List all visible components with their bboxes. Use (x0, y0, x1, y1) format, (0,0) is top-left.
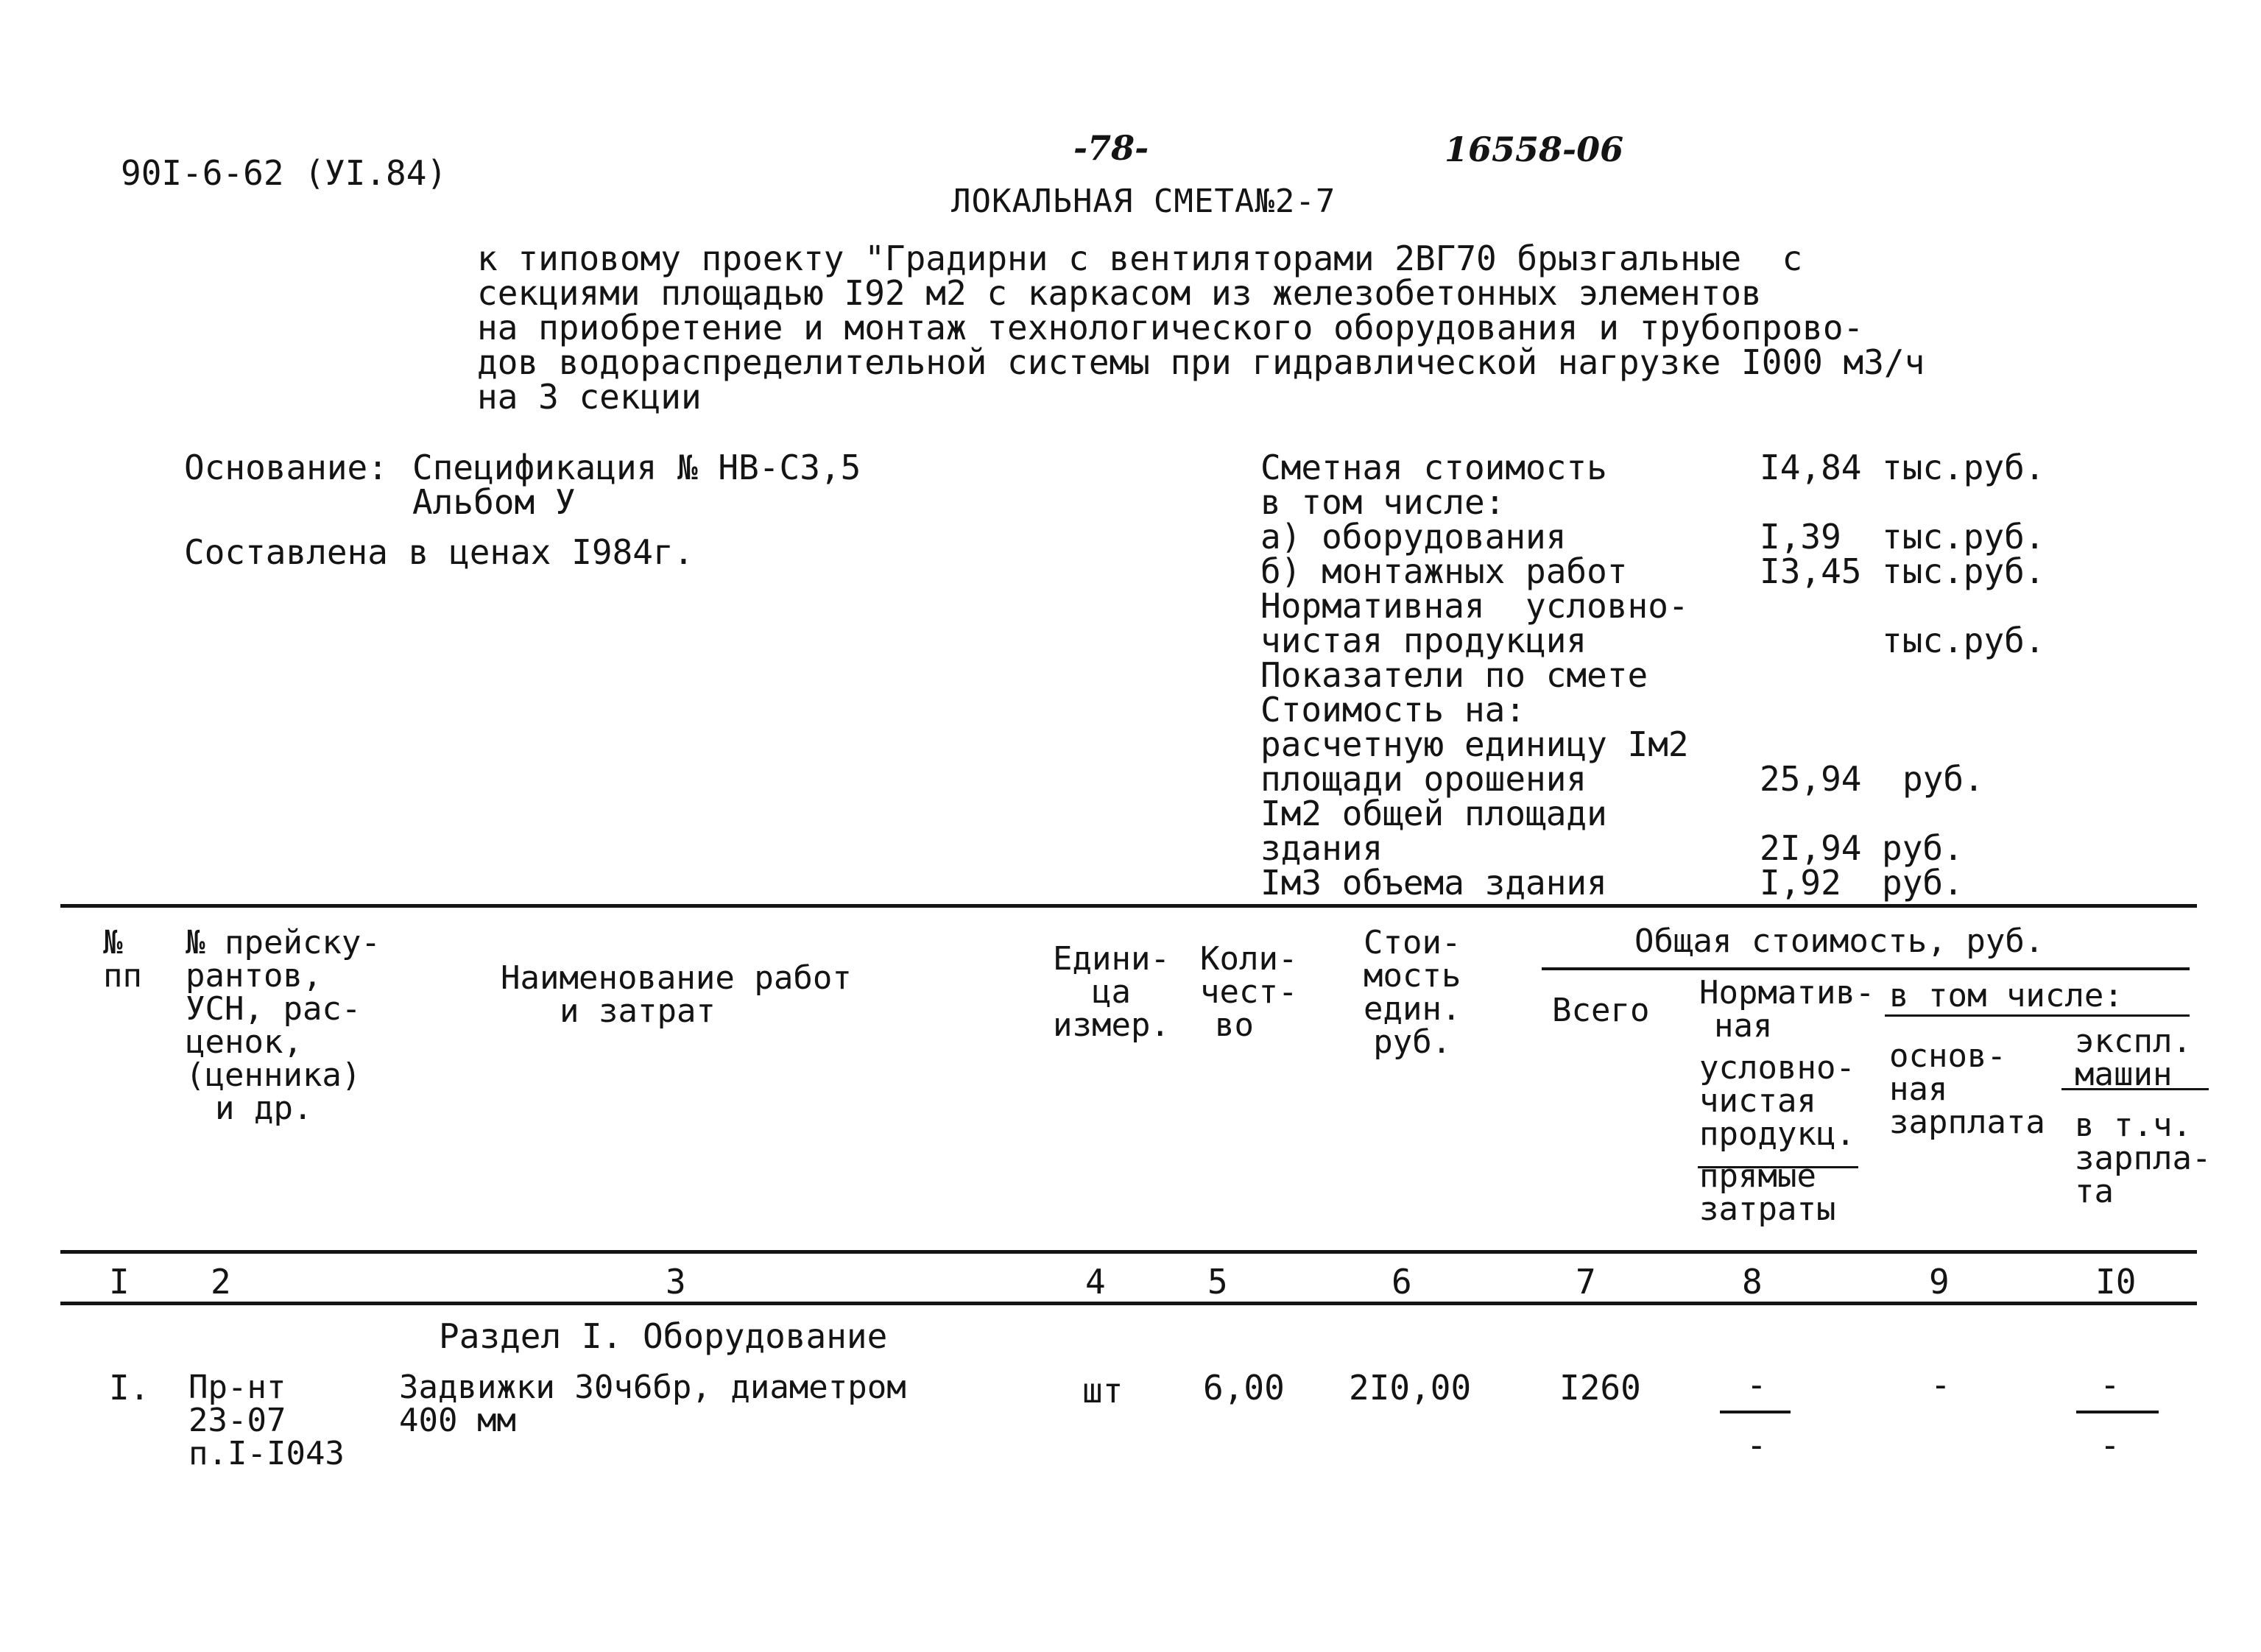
header-col-base-salary (1889, 1039, 2045, 1139)
irrigation-area-cost-value: 25,94 (1760, 759, 1862, 799)
equipment-cost-value: I,39 (1760, 517, 1841, 557)
header-text: продукц. (1699, 1115, 1855, 1153)
header-text: (ценника) (186, 1056, 361, 1094)
row-net-product: - (1746, 1365, 1767, 1405)
installation-cost-unit: тыс.руб. (1882, 551, 2045, 591)
header-text: и др. (215, 1090, 313, 1127)
header-bottom-rule (60, 1250, 2197, 1254)
row-quantity: 6,00 (1203, 1368, 1285, 1408)
column-number: 6 (1391, 1262, 1412, 1302)
header-col-unit (1053, 942, 1170, 1042)
summary-label: площади орошения (1260, 759, 1587, 799)
column-number: 2 (211, 1262, 231, 1302)
name-line: Задвижки 30ч6бр, диаметром (399, 1369, 906, 1406)
header-col-total: Всего (1552, 992, 1650, 1029)
header-text: и затрат (560, 992, 716, 1030)
header-text: затраты (1699, 1190, 1836, 1228)
header-text: Наименование работ (501, 959, 852, 997)
page-title: ЛОКАЛЬНАЯ СМЕТА№2-7 (951, 183, 1336, 220)
summary-label: б) монтажных работ (1260, 551, 1628, 591)
header-col-quantity (1200, 942, 1297, 1042)
header-col-machines (2075, 1025, 2192, 1091)
intro-line: дов водораспределительной системы при гидравлической нагрузке I000 м3/ч (477, 342, 1925, 382)
row-reference (188, 1371, 345, 1470)
total-cost-value: I4,84 (1760, 448, 1862, 487)
reference-line: 23-07 (188, 1402, 286, 1439)
header-text: экспл. (2075, 1023, 2192, 1060)
header-text: ца (1091, 973, 1131, 1011)
header-col-machines-salary (2075, 1106, 2212, 1210)
intro-line: секциями площадью I92 м2 с каркасом из железобетонных элементов (477, 273, 1762, 313)
header-col-name (501, 961, 852, 1028)
cost-summary-labels (1260, 448, 1689, 903)
column-number: 9 (1929, 1262, 1950, 1302)
section-title: Раздел I. Оборудование (439, 1316, 888, 1356)
header-text: прямые (1699, 1157, 1816, 1195)
name-line: 400 мм (399, 1402, 516, 1439)
archive-number: 16558-06 (1445, 130, 1624, 169)
header-col-net-product (1699, 976, 1874, 1226)
header-text: рантов, (186, 957, 322, 995)
header-text: Стои- (1364, 924, 1461, 961)
header-text: ная (1714, 1007, 1773, 1045)
basis-label: Основание: (184, 448, 388, 487)
summary-label: Iм2 общей площади (1260, 794, 1607, 833)
total-cost-unit: тыс.руб. (1882, 448, 2045, 487)
row-total: I260 (1559, 1368, 1641, 1408)
header-including: в том числе: (1889, 977, 2123, 1014)
total-area-cost-value: 2I,94 (1760, 828, 1862, 868)
row-name (399, 1371, 906, 1437)
reference-line: п.I-I043 (188, 1435, 345, 1472)
column-number: I0 (2095, 1262, 2137, 1302)
header-text: Едини- (1053, 940, 1170, 978)
intro-line: на 3 секции (477, 377, 702, 417)
row-base-salary: - (1930, 1365, 1951, 1405)
row-direct-costs: - (1746, 1425, 1767, 1465)
header-text: Коли- (1200, 940, 1298, 978)
summary-label: Нормативная условно- (1260, 586, 1689, 626)
header-text: един. (1364, 990, 1461, 1028)
document-code: 90I-6-62 (УI.84) (121, 153, 448, 193)
table-top-rule (60, 904, 2197, 908)
column-number: 3 (666, 1262, 686, 1302)
row-machine-divider (2076, 1411, 2159, 1413)
summary-label: в том числе: (1260, 482, 1506, 522)
row-machine-salary: - (2100, 1425, 2120, 1465)
header-text: в т.ч. (2075, 1106, 2192, 1144)
header-text: основ- (1889, 1037, 2006, 1075)
reference-line: Пр-нт (188, 1369, 286, 1406)
summary-label: чистая продукция (1260, 621, 1587, 660)
header-total-cost-group: Общая стоимость, руб. (1634, 922, 2045, 960)
header-text: зарпла- (2075, 1140, 2212, 1177)
header-text: УСН, рас- (186, 990, 361, 1028)
intro-line: к типовому проекту "Градирни с вентиляторами 2ВГ70 брызгальные с (477, 239, 1803, 278)
header-text: пп (103, 957, 142, 995)
column-numbers-rule (60, 1302, 2197, 1305)
column-number: I (109, 1262, 130, 1302)
summary-label: здания (1260, 828, 1383, 868)
irrigation-area-cost-unit: руб. (1902, 759, 1984, 799)
including-rule (1885, 1014, 2190, 1017)
summary-label: Показатели по смете (1260, 655, 1648, 695)
total-area-cost-unit: руб. (1882, 828, 1964, 868)
summary-label: Iм3 объема здания (1260, 863, 1607, 903)
row-unit-price: 2I0,00 (1349, 1368, 1472, 1408)
header-col-number (103, 924, 142, 995)
summary-label: а) оборудования (1260, 517, 1567, 557)
header-text: № прейску- (186, 924, 381, 961)
net-product-unit: тыс.руб. (1882, 621, 2045, 660)
header-text: та (2075, 1173, 2114, 1210)
header-col-price-list (186, 926, 381, 1125)
header-text: чест- (1200, 973, 1298, 1011)
column-number: 7 (1576, 1262, 1596, 1302)
column-number: 5 (1207, 1262, 1228, 1302)
basis-album: Альбом У (412, 482, 576, 522)
header-text: во (1215, 1006, 1254, 1044)
header-text: мость (1364, 957, 1461, 995)
price-basis: Составлена в ценах I984г. (184, 532, 694, 572)
summary-label: Стоимость на: (1260, 690, 1526, 730)
header-text: руб. (1373, 1023, 1452, 1061)
row-net-product-divider (1720, 1411, 1791, 1413)
intro-line: на приобретение и монтаж технологического оборудования и трубопрово- (477, 308, 1864, 347)
volume-cost-unit: руб. (1882, 863, 1964, 903)
header-text: измер. (1053, 1006, 1170, 1044)
page-number: -78- (1073, 128, 1149, 168)
row-unit: шт (1082, 1371, 1124, 1411)
summary-label: расчетную единицу Iм2 (1260, 724, 1689, 764)
header-text: ценок, (186, 1023, 303, 1061)
group-header-rule (1542, 967, 2190, 970)
header-text: машин (2075, 1056, 2173, 1093)
basis-spec: Спецификация № НВ-С3,5 (412, 448, 861, 487)
header-text: чистая (1699, 1082, 1816, 1120)
header-col-unit-price (1364, 926, 1461, 1059)
header-text: ная (1889, 1070, 1948, 1108)
summary-label: Сметная стоимость (1260, 448, 1607, 487)
header-text: условно- (1699, 1049, 1855, 1087)
header-text: Норматив- (1699, 974, 1875, 1012)
column-number: 8 (1742, 1262, 1763, 1302)
column-number: 4 (1085, 1262, 1106, 1302)
header-text: № (103, 924, 123, 961)
equipment-cost-unit: тыс.руб. (1882, 517, 2045, 557)
header-text: зарплата (1889, 1104, 2045, 1141)
volume-cost-value: I,92 (1760, 863, 1841, 903)
row-machine-cost: - (2100, 1365, 2120, 1405)
row-number: I. (109, 1368, 150, 1408)
installation-cost-value: I3,45 (1760, 551, 1862, 591)
